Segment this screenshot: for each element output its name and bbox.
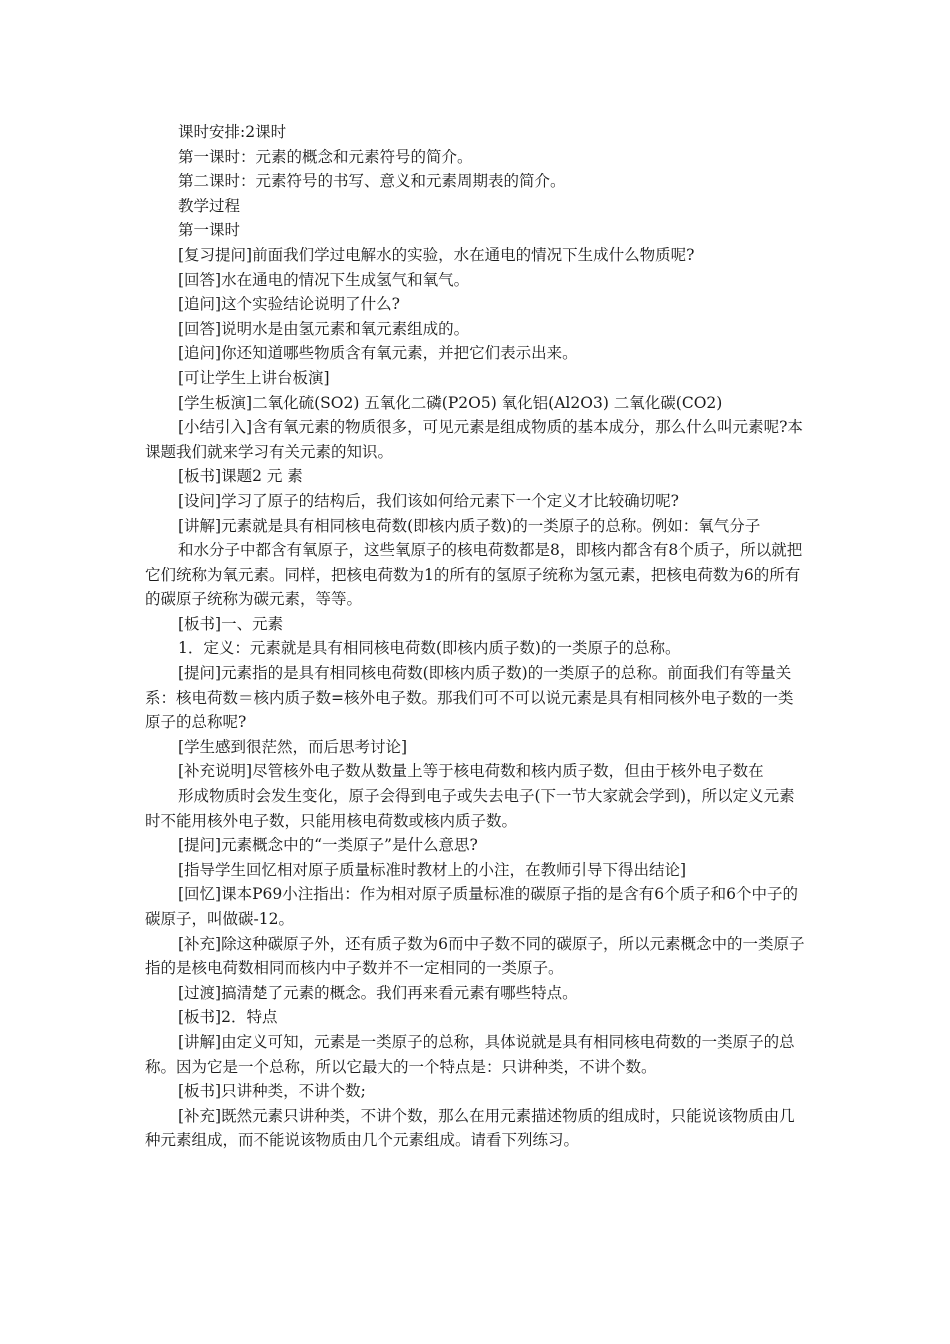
paragraph-board-types: [板书]只讲种类，不讲个数; bbox=[178, 1082, 366, 1101]
paragraph-supplement-2: [补充]除这种碳原子外，还有质子数为6而中子数不同的碳原子，所以元素概念中的一类原子指的是核电荷数相同而核内中子数并不一定相同的一类原子。 bbox=[145, 934, 805, 978]
paragraph-board-element: [板书]一、元素 bbox=[178, 614, 284, 633]
paragraph-guidance: [指导学生回忆相对原子质量标准时教材上的小注，在教师引导下得出结论] bbox=[178, 860, 687, 879]
paragraph-recall: [回忆]课本P69小注指出：作为相对原子质量标准的碳原子指的是含有6个质子和6个中子的碳原子，叫做碳-12。 bbox=[145, 885, 798, 928]
paragraph-transition: [过渡]搞清楚了元素的概念。我们再来看元素有哪些特点。 bbox=[178, 983, 578, 1002]
paragraph-explanation-1-cont: 和水分子中都含有氧原子，这些氧原子的核电荷数都是8，即核内都含有8个质子，所以就把它们统称为氧元素。同样，把核电荷数为1的所有的氢原子统称为氢元素，把核电荷数为6的所有的碳原子统称为碳元素，等等。 bbox=[145, 541, 803, 609]
paragraph-summary-intro: [小结引入]含有氧元素的物质很多，可见元素是组成物质的基本成分，那么什么叫元素呢?本课题我们就来学习有关元素的知识。 bbox=[145, 418, 803, 461]
paragraph-second-lesson-topic: 第二课时：元素符号的书写、意义和元素周期表的简介。 bbox=[178, 172, 566, 191]
heading-teaching-process: 教学过程 bbox=[178, 196, 241, 215]
paragraph-follow-up-1: [追问]这个实验结论说明了什么? bbox=[178, 295, 400, 314]
paragraph-question-electrons: [提问]元素指的是具有相同核电荷数(即核内质子数)的一类原子的总称。前面我们有等量关系：核电荷数＝核内质子数=核外电子数。那我们可不可以说元素是具有相同核外电子数的一类原子的总称呢? bbox=[145, 664, 794, 732]
paragraph-first-lesson-topic: 第一课时：元素的概念和元素符号的简介。 bbox=[178, 147, 473, 166]
paragraph-class-schedule: 课时安排:2课时 bbox=[178, 123, 287, 141]
document-body bbox=[145, 120, 805, 1153]
paragraph-answer-1: [回答]水在通电的情况下生成氢气和氧气。 bbox=[178, 270, 470, 289]
paragraph-board-title: [板书]课题2 元 素 bbox=[178, 467, 303, 486]
paragraph-explanation-1: [讲解]元素就是具有相同核电荷数(即核内质子数)的一类原子的总称。例如：氧气分子 bbox=[178, 516, 761, 535]
paragraph-supplement-1-cont: 形成物质时会发生变化，原子会得到电子或失去电子(下一节大家就会学到)，所以定义元素时不能用核外电子数，只能用核电荷数或核内质子数。 bbox=[145, 787, 795, 830]
paragraph-answer-2: [回答]说明水是由氢元素和氧元素组成的。 bbox=[178, 319, 470, 338]
paragraph-supplement-1: [补充说明]尽管核外电子数从数量上等于核电荷数和核内质子数，但由于核外电子数在 bbox=[178, 762, 764, 781]
paragraph-student-board-demo: [学生板演]二氧化硫(SO2) 五氧化二磷(P2O5) 氧化铝(Al2O3) 二氧化碳(CO2) bbox=[178, 393, 723, 412]
paragraph-question-atom-class: [提问]元素概念中的“一类原子”是什么意思? bbox=[178, 836, 478, 855]
paragraph-student-discussion: [学生感到很茫然，而后思考讨论] bbox=[178, 737, 408, 756]
heading-first-lesson: 第一课时 bbox=[178, 221, 241, 240]
paragraph-supplement-3: [补充]既然元素只讲种类，不讲个数，那么在用元素描述物质的组成时，只能说该物质由几种元素组成，而不能说该物质由几个元素组成。请看下列练习。 bbox=[145, 1106, 795, 1150]
paragraph-definition: 1．定义：元素就是具有相同核电荷数(即核内质子数)的一类原子的总称。 bbox=[178, 639, 681, 658]
paragraph-board-features: [板书]2．特点 bbox=[178, 1008, 278, 1027]
paragraph-follow-up-2: [追问]你还知道哪些物质含有氧元素，并把它们表示出来。 bbox=[178, 344, 578, 363]
paragraph-board-demo-note: [可让学生上讲台板演] bbox=[178, 368, 330, 387]
paragraph-explanation-2: [讲解]由定义可知，元素是一类原子的总称，具体说就是具有相同核电荷数的一类原子的总称。因为它是一个总称，所以它最大的一个特点是：只讲种类，不讲个数。 bbox=[145, 1032, 795, 1076]
paragraph-review-question: [复习提问]前面我们学过电解水的实验，水在通电的情况下生成什么物质呢? bbox=[178, 245, 695, 264]
paragraph-question-definition: [设问]学习了原子的结构后，我们该如何给元素下一个定义才比较确切呢? bbox=[178, 491, 679, 510]
